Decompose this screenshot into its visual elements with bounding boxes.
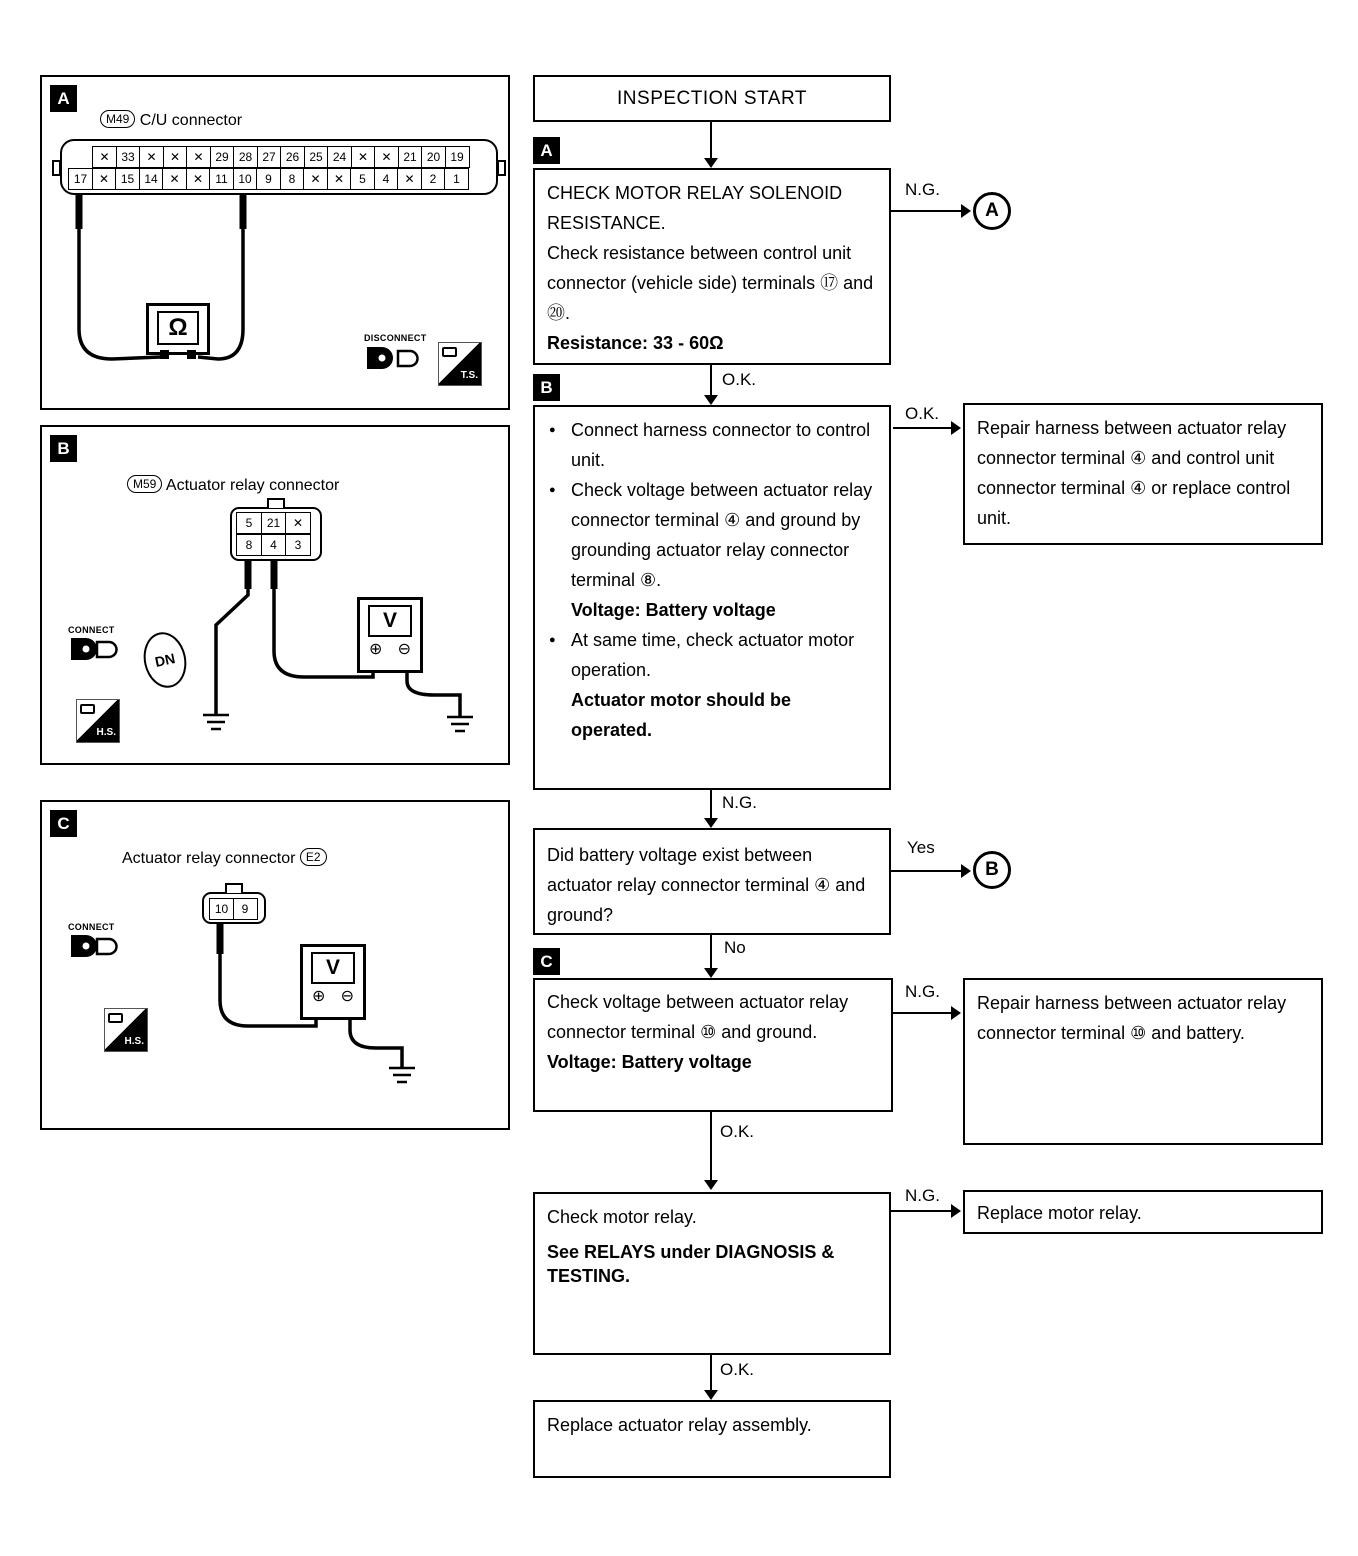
see-relays-text: See RELAYS under DIAGNOSIS & TESTING. [547,1242,835,1286]
pin-row-top [92,146,470,168]
pin-cell: ✕ [374,146,399,168]
pin-row-top [236,512,311,534]
connector-title-text: Actuator relay connector [165,477,340,494]
hs-icon-label: H.S. [96,727,116,738]
actuator-relay-connector-diagram [202,892,266,924]
check-motor-relay-box [533,1192,891,1355]
pin-row-bottom [236,534,311,556]
pin-row [209,898,258,920]
ok-label: O.K. [720,1360,755,1379]
panel-b-title [127,475,339,495]
pin-cell: 26 [280,146,305,168]
pin-cell: ✕ [92,146,117,168]
minus-terminal: ⊖ [397,641,411,658]
flow-line [891,1210,951,1212]
connect-label: CONNECT [68,922,115,932]
repair-harness-text-1: Repair harness between actuator relay connector terminal ④ and control unit connector terminal ④ or replace control unit. [977,418,1291,528]
pin-cell: 1 [444,168,469,190]
connect-glyph [68,932,120,962]
check-motor-relay-text: Check motor relay. [547,1207,697,1227]
panel-a-title [100,110,242,130]
connector-end-tab [52,160,61,176]
flow-section-b: B [533,374,560,401]
ohmmeter [146,303,210,355]
step-b-spec-voltage: Voltage: Battery voltage [571,600,776,620]
connector-title-text: Actuator relay connector [122,850,296,867]
ng-label: N.G. [722,793,757,812]
plus-terminal: ⊕ [369,641,383,658]
tester-mini-icon [108,1013,123,1023]
connector-lock-tab [267,498,285,508]
inspection-start-box [533,75,891,122]
replace-actuator-relay-text: Replace actuator relay assembly. [547,1415,812,1435]
pin-cell: 27 [257,146,282,168]
panel-c [40,800,510,1130]
pin-cell: ✕ [163,146,188,168]
flow-arrow-right [961,204,971,218]
step-c-spec: Voltage: Battery voltage [547,1052,752,1072]
dn-key-icon [139,628,192,692]
pin-cell: 25 [304,146,329,168]
step-b-bullet-1 [547,415,877,475]
connector-id-badge-m49: M49 [100,110,135,128]
flow-arrow-right [951,1006,961,1020]
ng-label: N.G. [905,180,940,199]
pin-cell: ✕ [351,146,376,168]
flow-line [891,210,961,212]
step-b-bullet-1-text: Connect harness connector to control unit. [571,420,871,470]
pin-cell: ✕ [139,146,164,168]
step-a-body: Check resistance between control unit connector (vehicle side) terminals ⑰ and ⑳. [547,243,874,323]
disconnect-icon [364,333,427,380]
pin-cell: 4 [374,168,399,190]
step-b-bullet-3-text: At same time, check actuator motor operation. [571,630,855,680]
pin-cell: 5 [350,168,375,190]
pin-cell: 8 [236,534,262,556]
flow-line [710,1112,712,1180]
flow-arrow-down [704,968,718,978]
ohmmeter-display: Ω [157,311,199,345]
ok-label: O.K. [720,1122,755,1141]
pin-cell: 15 [115,168,140,190]
voltmeter-display: V [311,952,354,984]
flow-arrow-down [704,818,718,828]
ok-label: O.K. [722,370,757,389]
step-b-spec-motor: Actuator motor should be operated. [571,690,791,740]
step-b-bullet-2 [547,475,877,625]
tester-mini-icon [442,347,457,357]
hs-icon [104,1008,148,1052]
pin-cell: 28 [233,146,258,168]
meter-terminal [160,350,169,359]
disconnect-label: DISCONNECT [364,333,427,343]
voltmeter-terminals [360,637,420,659]
connector-title-text: C/U connector [139,112,243,129]
ok-label: O.K. [905,404,940,423]
panel-a-label: A [50,85,77,112]
pin-cell: 2 [421,168,446,190]
replace-motor-relay-text: Replace motor relay. [977,1203,1142,1223]
panel-b [40,425,510,765]
connect-icon [68,625,120,670]
ng-label: N.G. [905,1186,940,1205]
pin-cell: 11 [209,168,234,190]
pin-cell: 21 [398,146,423,168]
pin-cell: 21 [261,512,287,534]
pin-cell: 9 [233,898,258,920]
pin-cell: ✕ [92,168,117,190]
panel-a [40,75,510,410]
actuator-relay-connector-diagram [230,507,322,561]
battery-voltage-question-text: Did battery voltage exist between actuator relay connector terminal ④ and ground? [547,845,866,925]
pin-cell: 17 [68,168,93,190]
ts-icon-label: T.S. [460,370,478,381]
pin-cell: ✕ [303,168,328,190]
flow-arrow-down [704,158,718,168]
connector-circle-b: B [973,851,1011,889]
pin-row-bottom [68,168,469,190]
flow-arrow-down [704,1180,718,1190]
pin-cell: ✕ [327,168,352,190]
step-a-spec: Resistance: 33 - 60Ω [547,333,724,353]
flow-line [710,122,712,158]
pin-cell: ✕ [397,168,422,190]
flow-arrow-right [961,864,971,878]
pin-cell: 14 [139,168,164,190]
pin-cell: ✕ [162,168,187,190]
pin-cell: 20 [421,146,446,168]
voltmeter-terminals [303,984,363,1006]
hs-icon [76,699,120,743]
step-a-box [533,168,891,365]
step-c-body: Check voltage between actuator relay connector terminal ⑩ and ground. [547,992,849,1042]
flow-line [710,935,712,968]
flow-section-a: A [533,137,560,164]
ts-icon [438,342,482,386]
voltmeter [357,597,423,673]
pin-cell: 33 [116,146,141,168]
flow-line [893,427,951,429]
connector-id-badge-e2: E2 [300,848,327,866]
pin-cell: ✕ [285,512,311,534]
disconnect-glyph [364,343,422,375]
flow-arrow-down [704,395,718,405]
panel-c-label: C [50,810,77,837]
step-b-bullet-2-text: Check voltage between actuator relay connector terminal ④ and ground by grounding actuator relay connector terminal ⑧. [571,480,873,590]
step-b-bullet-3 [547,625,877,745]
step-a-heading: CHECK MOTOR RELAY SOLENOID RESISTANCE. [547,183,843,233]
step-b-box [533,405,891,790]
inspection-start-text: INSPECTION START [617,87,807,109]
pin-cell: ✕ [186,146,211,168]
connector-circle-a: A [973,192,1011,230]
pin-cell: 10 [209,898,234,920]
pin-cell: 5 [236,512,262,534]
connect-glyph [68,635,120,665]
connect-icon [68,922,120,967]
step-c-box [533,978,893,1112]
pin-cell: ✕ [186,168,211,190]
pin-cell: 8 [280,168,305,190]
tester-mini-icon [80,704,95,714]
battery-voltage-question-box [533,828,891,935]
plus-terminal: ⊕ [312,988,326,1005]
panel-b-label: B [50,435,77,462]
no-label: No [724,938,746,957]
connector-end-tab [497,160,506,176]
connector-id-badge-m59: M59 [127,475,162,493]
connector-lock-tab [225,883,243,893]
repair-harness-box-1 [963,403,1323,545]
flow-arrow-down [704,1390,718,1400]
flow-line [891,870,961,872]
pin-cell: 9 [256,168,281,190]
flow-section-c: C [533,948,560,975]
replace-motor-relay-box [963,1190,1323,1234]
pin-cell: 10 [233,168,258,190]
flow-line [710,790,712,818]
flow-arrow-right [951,421,961,435]
yes-label: Yes [907,838,935,857]
meter-terminal [187,350,196,359]
flow-arrow-right [951,1204,961,1218]
repair-harness-text-2: Repair harness between actuator relay connector terminal ⑩ and battery. [977,993,1287,1043]
hs-icon-label: H.S. [124,1036,144,1047]
pin-cell: 4 [261,534,287,556]
pin-cell: 19 [445,146,470,168]
pin-cell: 3 [285,534,311,556]
flow-line [893,1012,951,1014]
pin-cell: 24 [327,146,352,168]
cu-connector-diagram [60,139,498,195]
dn-label: DN [153,650,177,670]
repair-harness-box-2 [963,978,1323,1145]
pin-cell: 29 [210,146,235,168]
ng-label: N.G. [905,982,940,1001]
flow-line [710,1355,712,1390]
replace-actuator-relay-box [533,1400,891,1478]
connect-label: CONNECT [68,625,115,635]
minus-terminal: ⊖ [340,988,354,1005]
voltmeter-display: V [368,605,411,637]
flow-line [710,365,712,395]
panel-c-title [122,848,327,868]
voltmeter [300,944,366,1020]
